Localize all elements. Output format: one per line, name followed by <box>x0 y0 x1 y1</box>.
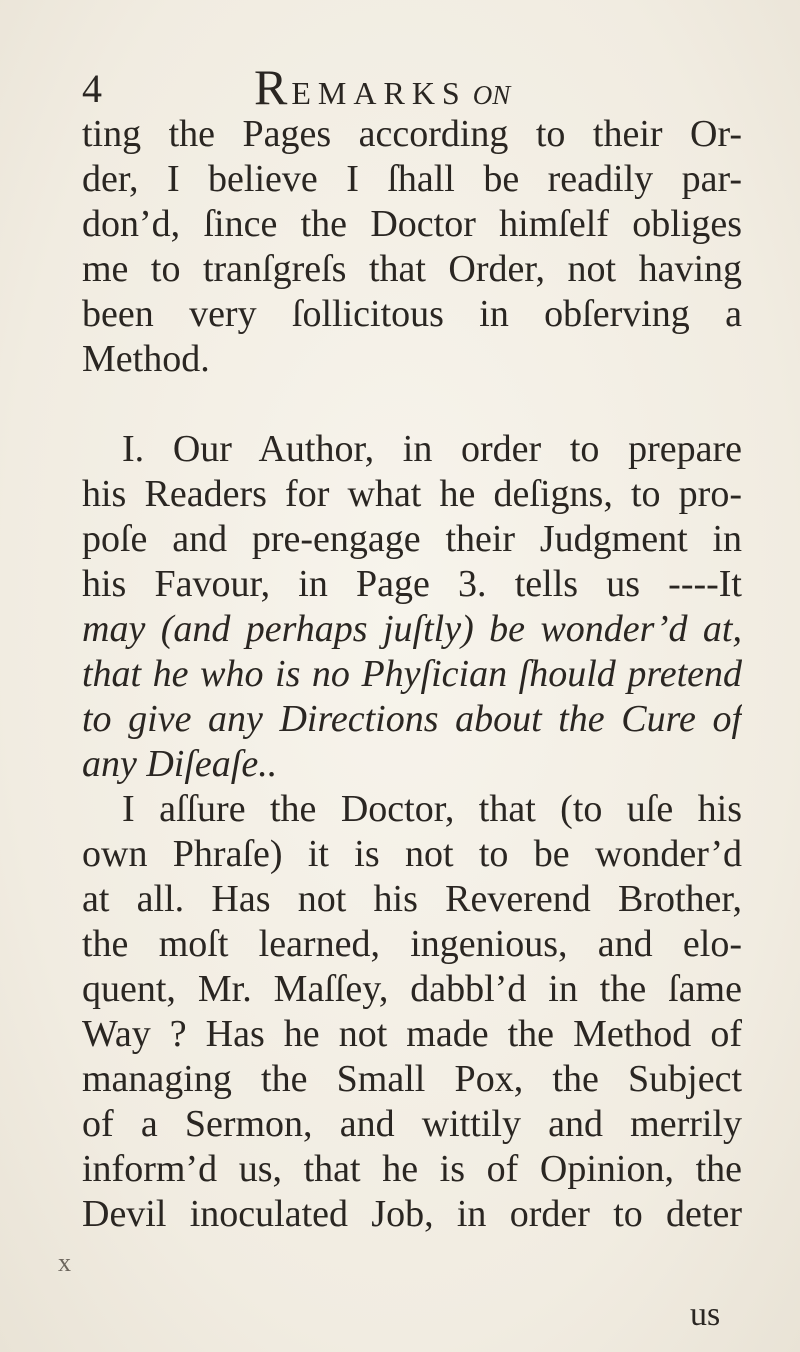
margin-mark: x <box>58 1248 71 1277</box>
catchword: us <box>690 1296 721 1333</box>
text-line: been very ſollicitous in obſerving a <box>82 293 742 335</box>
text-line: inform’d us, that he is of Opinion, the <box>82 1148 742 1190</box>
text-line: managing the Small Pox, the Subject <box>82 1058 742 1100</box>
text-line: his Favour, in Page 3. tells us ----It <box>82 563 742 605</box>
text-line: I. Our Author, in order to prepare <box>122 428 742 470</box>
text-line: ting the Pages according to their Or- <box>82 113 742 155</box>
text-line: at all. Has not his Reverend Brother, <box>82 878 742 920</box>
text-line: der, I believe I ſhall be readily par- <box>82 158 742 200</box>
text-line: poſe and pre-engage their Judgment in <box>82 518 742 560</box>
text-line: his Readers for what he deſigns, to pro- <box>82 473 742 515</box>
text-line: me to tranſgreſs that Order, not having <box>82 248 742 290</box>
text-line-italic: may (and perhaps juſtly) be wonder’d at, <box>82 608 742 650</box>
text-line: of a Sermon, and wittily and merrily <box>82 1103 742 1145</box>
text-line-italic: that he who is no Phyſician ſhould pretend <box>82 653 742 695</box>
running-title: Remarks on <box>254 59 511 115</box>
body-text <box>82 112 742 1237</box>
text-line-italic: any Diſeaſe.. <box>82 743 278 785</box>
text-line: don’d, ſince the Doctor himſelf obliges <box>82 203 742 245</box>
paragraph-gap <box>82 382 742 427</box>
text-line: own Phraſe) it is not to be wonder’d <box>82 833 742 875</box>
text-line: Way ? Has he not made the Method of <box>82 1013 742 1055</box>
text-line: I aſſure the Doctor, that (to uſe his <box>122 788 742 830</box>
text-line: Method. <box>82 338 210 380</box>
text-line: the moſt learned, ingenious, and elo- <box>82 923 742 965</box>
page-number: 4 <box>82 66 102 111</box>
text-line-italic: to give any Directions about the Cure of <box>82 698 742 740</box>
running-header <box>82 59 722 115</box>
text-line: Devil inoculated Job, in order to deter <box>82 1193 742 1235</box>
text-line: quent, Mr. Maſſey, dabbl’d in the ſame <box>82 968 742 1010</box>
